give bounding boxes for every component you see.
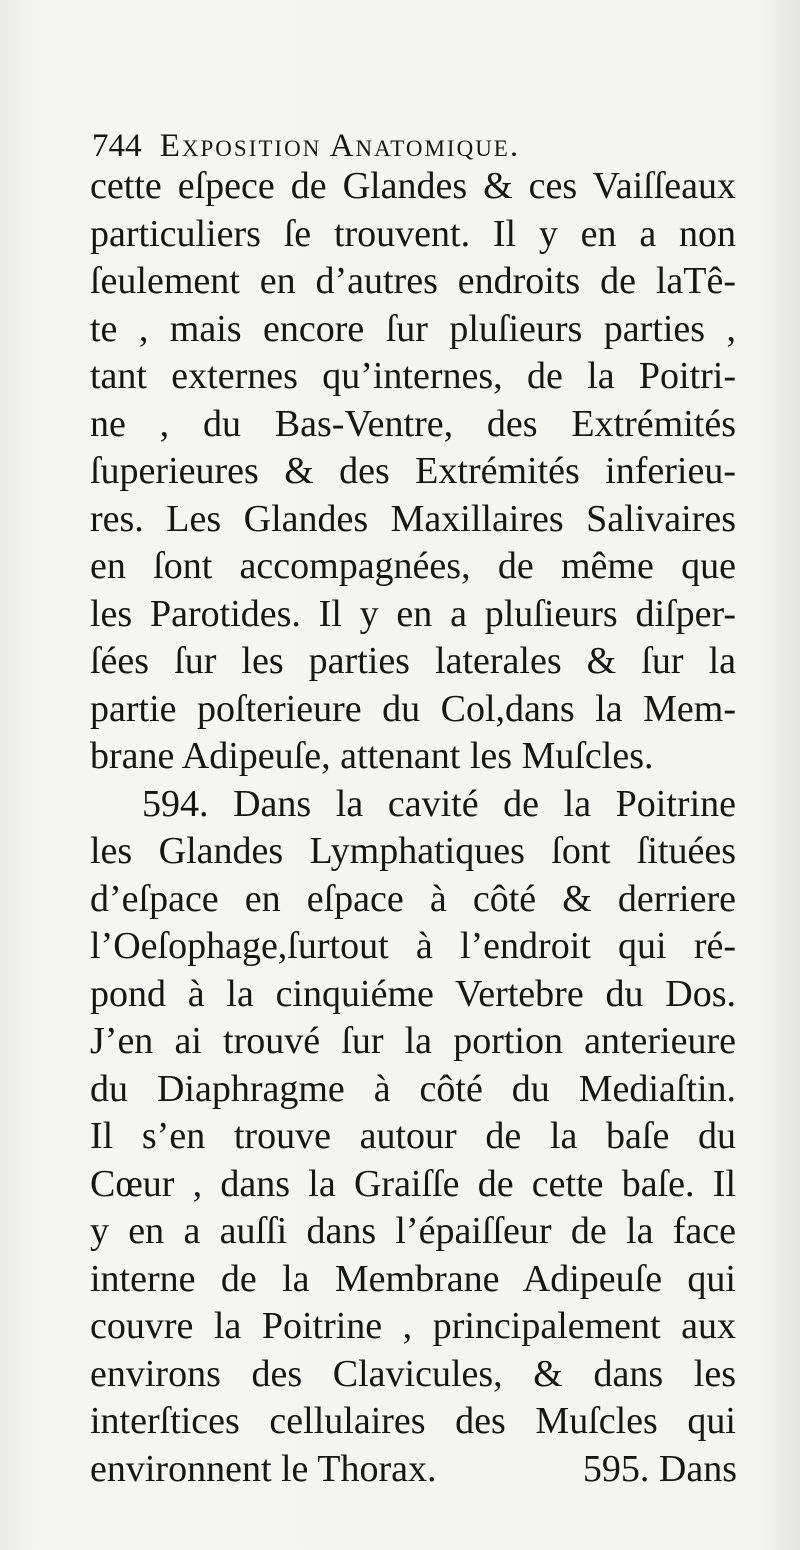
text-line: couvre la Poitrine , principalement aux xyxy=(90,1305,736,1347)
text-line: partie poſterieure du Col,dans la Mem- xyxy=(90,687,736,730)
text-line: d’eſpace en eſpace à côté & derriere xyxy=(90,877,736,920)
text-line: pond à la cinquiéme Vertebre du Dos. xyxy=(90,972,736,1015)
text-line: les Parotides. Il y en a pluſieurs diſper- xyxy=(90,592,736,635)
text-line: particuliers ſe trouvent. Il y en a non xyxy=(90,212,736,255)
text-line: ſeulement en d’autres endroits de laTê- xyxy=(90,260,736,302)
body-text xyxy=(90,163,736,1493)
text-line: ſuperieures & des Extrémités inferieu- xyxy=(90,450,736,492)
catchword: 595. Dans xyxy=(582,1448,737,1490)
text-line: brane Adipeuſe, attenant les Muſcles. xyxy=(90,735,654,777)
text-line: environnent le Thorax. xyxy=(90,1447,437,1490)
text-line: environs des Clavicules, & dans les xyxy=(90,1352,736,1395)
text-line: du Diaphragme à côté du Mediaſtin. xyxy=(90,1067,736,1110)
running-title: Exposition Anatomique. xyxy=(159,128,521,164)
text-line: cette eſpece de Glandes & ces Vaiſſeaux xyxy=(90,165,736,207)
text-line: Il s’en trouve autour de la baſe du xyxy=(90,1115,736,1157)
text-line: ſées ſur les parties laterales & ſur la xyxy=(90,640,736,682)
text-line: tant externes qu’internes, de la Poitri- xyxy=(90,355,736,397)
paragraph-start-line: 594. Dans la cavité de la Poitrine xyxy=(142,782,736,825)
page-number: 744 xyxy=(92,128,142,164)
text-line: en ſont accompagnées, de même que xyxy=(90,545,736,587)
text-line: l’Oeſophage,ſurtout à l’endroit qui ré- xyxy=(90,925,736,967)
text-line: Cœur , dans la Graiſſe de cette baſe. Il xyxy=(90,1162,736,1205)
text-line: y en a auſſi dans l’épaiſſeur de la face xyxy=(90,1210,736,1252)
text-line: res. Les Glandes Maxillaires Salivaires xyxy=(90,497,736,540)
text-line: te , mais encore ſur pluſieurs parties , xyxy=(90,307,736,350)
text-line: les Glandes Lymphatiques ſont ſituées xyxy=(90,830,736,872)
text-line: interſtices cellulaires des Muſcles qui xyxy=(90,1400,736,1442)
text-line: interne de la Membrane Adipeuſe qui xyxy=(90,1257,736,1300)
text-line: J’en ai trouvé ſur la portion anterieure xyxy=(90,1020,736,1062)
text-line: ne , du Bas-Ventre, des Extrémités xyxy=(90,402,736,445)
